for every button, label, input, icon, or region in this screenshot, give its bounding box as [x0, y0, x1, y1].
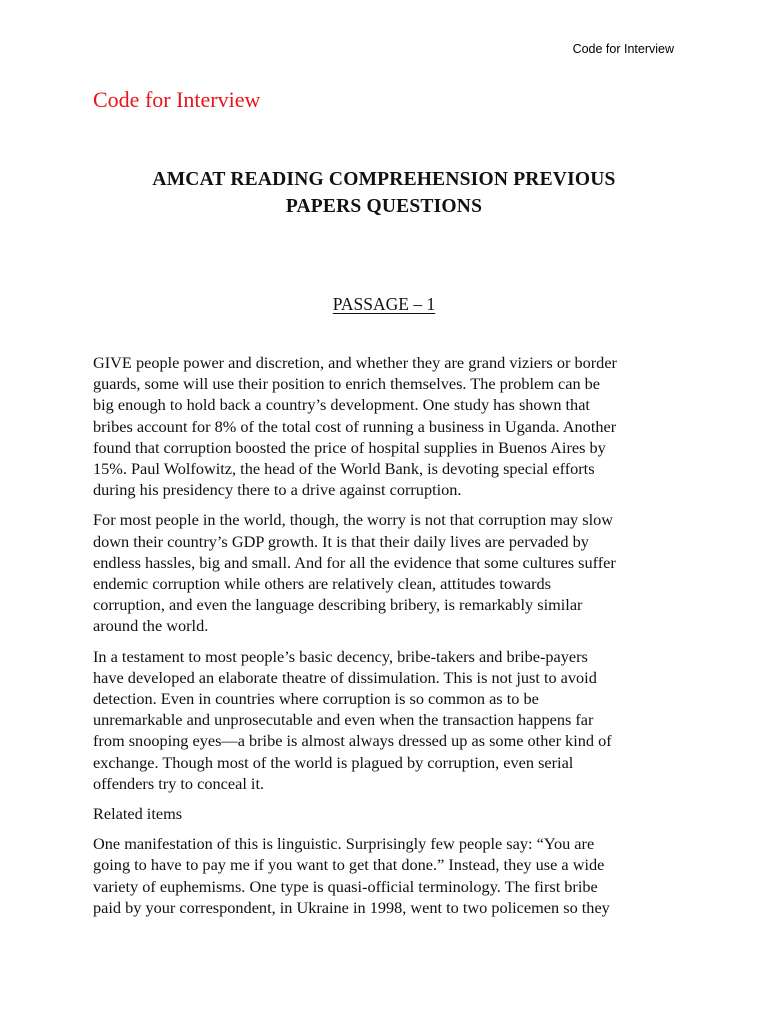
text-line: endless hassles, big and small. And for all the evidence that some cultures suffer	[93, 552, 616, 572]
text-line: down their country’s GDP growth. It is that their daily lives are pervaded by	[93, 531, 589, 551]
text-line: One manifestation of this is linguistic. Surprisingly few people say: “You are	[93, 834, 595, 854]
text-line: 15%. Paul Wolfowitz, the head of the World Bank, is devoting special efforts	[93, 459, 595, 479]
text-line: paid by your correspondent, in Ukraine in 1998, went to two policemen so they	[93, 897, 610, 917]
text-line: around the world.	[93, 616, 209, 636]
text-line: For most people in the world, though, the worry is not that corruption may slow	[93, 510, 614, 530]
text-line: variety of euphemisms. One type is quasi-official terminology. The first bribe	[93, 876, 598, 896]
text-line: big enough to hold back a country’s development. One study has shown that	[93, 395, 590, 415]
paragraph	[93, 646, 683, 794]
brand-heading: Code for Interview	[93, 87, 261, 112]
running-header: Code for Interview	[572, 42, 674, 56]
passage-body	[93, 352, 683, 927]
document-title-line: PAPERS QUESTIONS	[285, 196, 483, 217]
paragraph	[93, 833, 683, 918]
text-line: endemic corruption while others are relatively clean, attitudes towards	[93, 574, 551, 594]
text-line: during his presidency there to a drive against corruption.	[93, 480, 462, 500]
text-line: guards, some will use their position to enrich themselves. The problem can be	[93, 374, 601, 394]
text-line: unremarkable and unprosecutable and even when the transaction happens far	[93, 710, 594, 730]
text-line: In a testament to most people’s basic decency, bribe-takers and bribe-payers	[93, 646, 588, 666]
document-title	[60, 166, 708, 220]
passage-heading: PASSAGE – 1	[332, 294, 436, 314]
text-line: detection. Even in countries where corruption is so common as to be	[93, 689, 539, 709]
related-items-label	[93, 803, 683, 824]
text-line: bribes account for 8% of the total cost of running a business in Uganda. Another	[93, 416, 617, 436]
text-line: from snooping eyes—a bribe is almost always dressed up as some other kind of	[93, 731, 612, 751]
text-line: going to have to pay me if you want to get that done.” Instead, they use a wide	[93, 855, 605, 875]
text-line: exchange. Though most of the world is plagued by corruption, even serial	[93, 752, 574, 772]
paragraph	[93, 352, 683, 500]
text-line: GIVE people power and discretion, and whether they are grand viziers or border	[93, 353, 617, 372]
paragraph	[93, 509, 683, 636]
document-title-line: AMCAT READING COMPREHENSION PREVIOUS	[152, 169, 616, 190]
text-line: offenders try to conceal it.	[93, 773, 265, 793]
text-line: corruption, and even the language describing bribery, is remarkably similar	[93, 595, 583, 615]
text-line: Related items	[93, 804, 183, 824]
text-line: have developed an elaborate theatre of dissimulation. This is not just to avoid	[93, 667, 597, 687]
text-line: found that corruption boosted the price of hospital supplies in Buenos Aires by	[93, 437, 606, 457]
